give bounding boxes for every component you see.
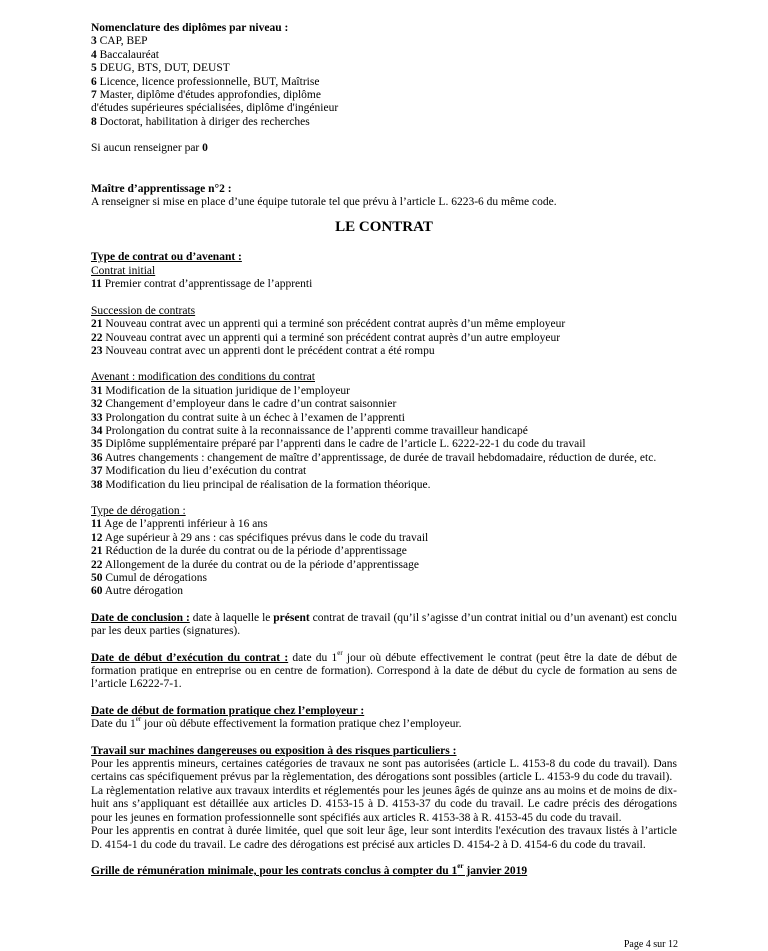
list-item: 35 Diplôme supplémentaire préparé par l’apprenti dans le cadre de l’article L. 6222-22-1 du code du travail (91, 438, 586, 451)
list-item: 4 Baccalauréat (91, 48, 159, 61)
list-item: 21 Nouveau contrat avec un apprenti qui a terminé son précédent contrat auprès d’un même employeur (91, 318, 566, 331)
page-footer: Page 4 sur 12 (623, 939, 678, 950)
list-item: 22 Nouveau contrat avec un apprenti qui a terminé son précédent contrat auprès d’un autre employeur (91, 331, 561, 344)
list-item: 31 Modification de la situation juridique de l’employeur (91, 384, 351, 397)
list-item: 6 Licence, licence professionnelle, BUT, Maîtrise (91, 75, 320, 88)
date-formation-text: Date du 1er jour où débute effectivement la formation pratique chez l’employeur. (91, 715, 462, 731)
nomenclature-title: Nomenclature des diplômes par niveau : (91, 22, 289, 34)
grille-title: Grille de rémunération minimale, pour les contrats conclus à compter du 1er janvier 2019 (91, 862, 528, 877)
list-item: 11 Age de l’apprenti inférieur à 16 ans (91, 518, 268, 531)
travail-paragraph-1: Pour les apprentis mineurs, certaines catégories de travaux ne sont pas autorisées (article L. 4153-8 du code du travail). Dans certains cas spécifiquement prévus par la règlementation, des dérogations sont possibles (article L. 4153-9 du code du travail). (91, 758, 677, 784)
list-item: 7 Master, diplôme d'études approfondies, diplôme (91, 89, 321, 102)
list-item: 34 Prolongation du contrat suite à la reconnaissance de l’apprenti comme travailleur handicapé (91, 424, 528, 437)
type-contrat-title: Type de contrat ou d’avenant : (91, 251, 242, 264)
maitre-title: Maître d’apprentissage n°2 : (91, 182, 232, 195)
list-item: 23 Nouveau contrat avec un apprenti dont le précédent contrat a été rompu (91, 344, 435, 357)
list-item: 50 Cumul de dérogations (91, 572, 207, 584)
date-conclusion-paragraph: Date de conclusion : date à laquelle le présent contrat de travail (qu’il s’agisse d’un contrat initial ou d’un avenant) est conclu par les deux parties (signatures). (91, 611, 677, 638)
derogation-title: Type de dérogation : (91, 504, 186, 517)
maitre-text: A renseigner si mise en place d’une équipe tutorale tel que prévu à l’article L. 6223-6 du même code. (91, 196, 557, 209)
list-item: 33 Prolongation du contrat suite à un échec à l’examen de l’apprenti (91, 411, 405, 424)
group-label: Succession de contrats (91, 304, 196, 317)
date-debut-paragraph: Date de début d’exécution du contrat : date du 1er jour où débute effectivement le contrat (peut être la date de début de formation pratique en entreprise ou en centre de formation). Correspond à la date de début du cycle de formation au sens de l’article L6222-7-1. (91, 648, 678, 691)
list-item: 60 Autre dérogation (91, 585, 183, 598)
list-item: 5 DEUG, BTS, DUT, DEUST (91, 62, 230, 75)
group-label: Avenant : modification des conditions du contrat (91, 371, 315, 384)
list-item: 12 Age supérieur à 29 ans : cas spécifiques prévus dans le code du travail (91, 531, 429, 544)
nomenclature-none-note: Si aucun renseigner par 0 (91, 142, 208, 155)
list-item: 8 Doctorat, habilitation à diriger des recherches (91, 115, 310, 128)
group-label: Contrat initial (91, 264, 156, 277)
travail-title: Travail sur machines dangereuses ou exposition à des risques particuliers : (91, 744, 457, 757)
list-item: 21 Réduction de la durée du contrat ou de la période d’apprentissage (91, 545, 407, 558)
list-item: 22 Allongement de la durée du contrat ou de la période d’apprentissage (91, 558, 419, 571)
list-item: 38 Modification du lieu principal de réalisation de la formation théorique. (91, 478, 431, 491)
nomenclature-list (91, 35, 677, 129)
date-formation-title: Date de début de formation pratique chez l’employeur : (91, 704, 365, 717)
section-title: LE CONTRAT (335, 219, 433, 236)
document-page (91, 22, 677, 878)
travail-paragraph-2: La règlementation relative aux travaux interdits et réglementés pour les jeunes âgés de quinze ans au moins et de moins de dix-huit ans s’appliquant est détaillée aux articles D. 4153-15 à D. 4153-37 du code du travail. Le cadre précis des dérogations pour les jeunes en formation professionnelle sont spécifiés aux articles R. 4153-38 à R. 4153-45 du code du travail. (91, 784, 677, 824)
list-item: 32 Changement d’employeur dans le cadre d’un contrat saisonnier (91, 398, 397, 411)
list-item: d'études supérieures spécialisées, diplôme d'ingénieur (91, 102, 339, 115)
list-item: 11 Premier contrat d’apprentissage de l’apprenti (91, 278, 313, 291)
travail-paragraph-3: Pour les apprentis en contrat à durée limitée, quel que soit leur âge, leur sont interdits l'exécution des travaux listés à l’article D. 4154-1 du code du travail. Le cadre des dérogations est précisé aux articles D. 4154-2 à D. 4154-6 du code du travail. (91, 825, 677, 851)
list-item: 36 Autres changements : changement de maître d’apprentissage, de durée de travail hebdomadaire, réduction de durée, etc. (91, 451, 657, 464)
list-item: 3 CAP, BEP (91, 35, 148, 48)
list-item: 37 Modification du lieu d’exécution du contrat (91, 465, 307, 478)
